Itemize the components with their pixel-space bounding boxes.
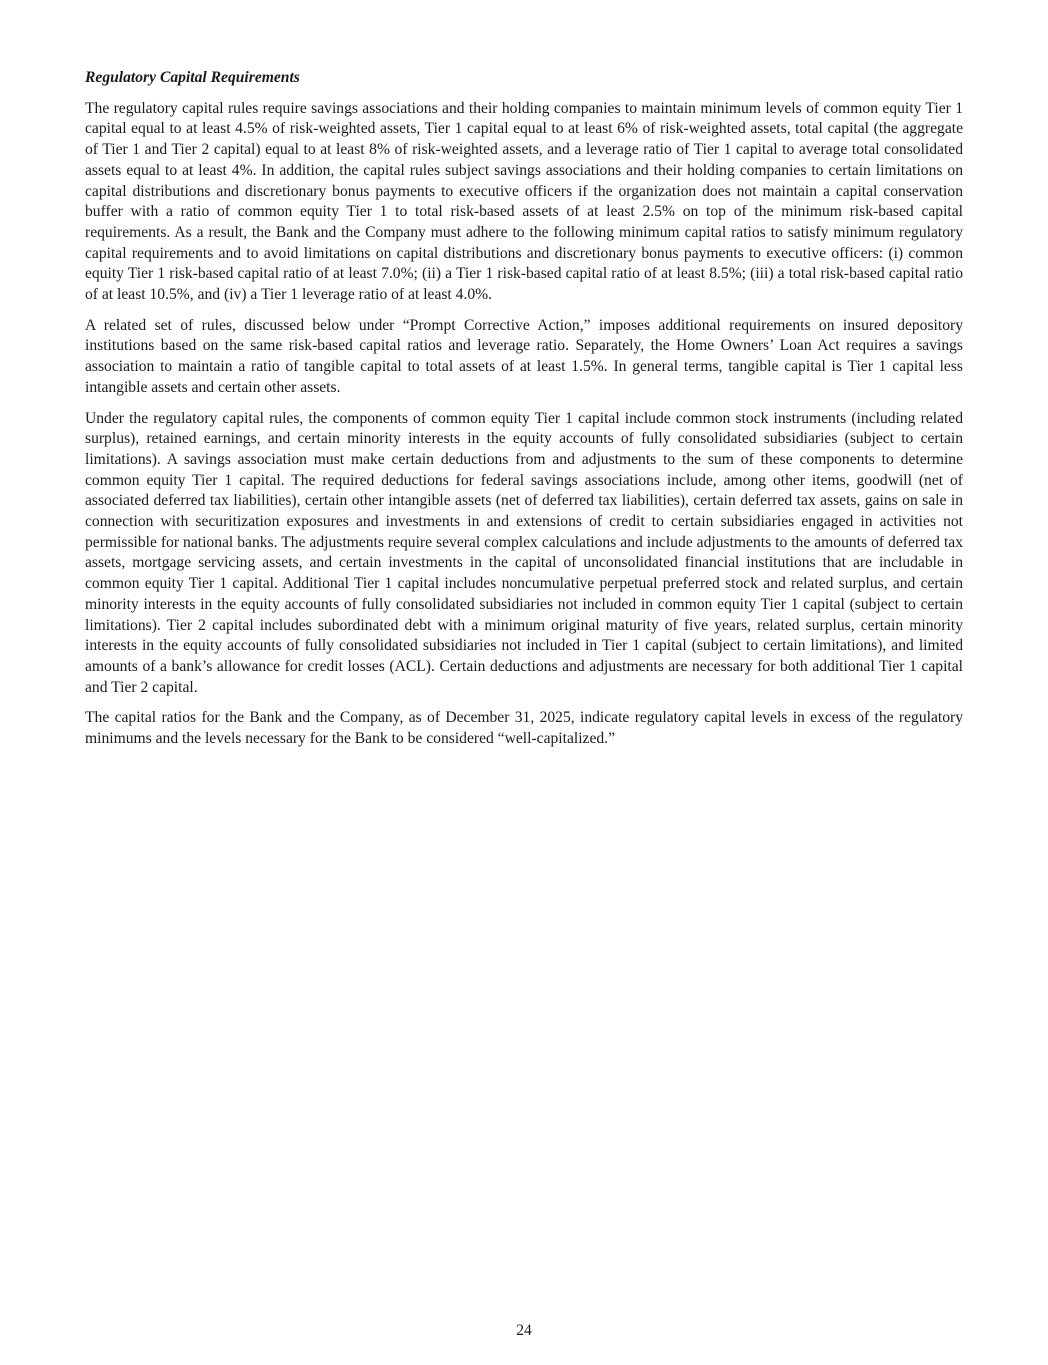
paragraph-capital-ratios-summary: The capital ratios for the Bank and the Company, as of December 31, 2025, indicate regulatory capital levels in excess of the regulatory minimums and the levels necessary for the Bank to be considered “well-capitalized.” <box>85 709 963 748</box>
page-number: 24 <box>516 1322 532 1339</box>
document-page <box>85 68 963 760</box>
paragraph-capital-components: Under the regulatory capital rules, the components of common equity Tier 1 capital include common stock instruments (including related surplus), retained earnings, and certain minority interests in the equity accounts of fully consolidated subsidiaries (subject to certain limitations). A savings association must make certain deductions from and adjustments to the sum of these components to determine common equity Tier 1 capital. The required deductions for federal savings associations include, among other items, goodwill (net of associated deferred tax liabilities), certain other intangible assets (net of deferred tax liabilities), certain deferred tax assets, gains on sale in connection with securitization exposures and investments in and extensions of credit to certain subsidiaries engaged in activities not permissible for national banks. The adjustments require several complex calculations and include adjustments to the amounts of deferred tax assets, mortgage servicing assets, and certain investments in the capital of unconsolidated financial institutions that are includable in common equity Tier 1 capital. Additional Tier 1 capital includes noncumulative perpetual preferred stock and related surplus, and certain minority interests in the equity accounts of fully consolidated subsidiaries not included in common equity Tier 1 capital (subject to certain limitations). Tier 2 capital includes subordinated debt with a minimum original maturity of five years, related surplus, certain minority interests in the equity accounts of fully consolidated subsidiaries not included in Tier 1 capital (subject to certain limitations), and limited amounts of a bank’s allowance for credit losses (ACL). Certain deductions and adjustments are necessary for both additional Tier 1 capital and Tier 2 capital. <box>85 409 963 696</box>
paragraph-capital-minimums: The regulatory capital rules require savings associations and their holding companies to maintain minimum levels of common equity Tier 1 capital equal to at least 4.5% of risk-weighted assets, Tier 1 capital equal to at least 6% of risk-weighted assets, total capital (the aggregate of Tier 1 and Tier 2 capital) equal to at least 8% of risk-weighted assets, and a leverage ratio of Tier 1 capital to average total consolidated assets equal to at least 4%. In addition, the capital rules subject savings associations and their holding companies to certain limitations on capital distributions and discretionary bonus payments to executive officers if the organization does not maintain a capital conservation buffer with a ratio of common equity Tier 1 to total risk-based assets of at least 2.5% on top of the minimum risk-based capital requirements. As a result, the Bank and the Company must adhere to the following minimum capital ratios to satisfy minimum regulatory capital requirements and to avoid limitations on capital distributions and discretionary bonus payments to executive officers: (i) common equity Tier 1 risk-based capital ratio of at least 7.0%; (ii) a Tier 1 risk-based capital ratio of at least 8.5%; (iii) a total risk-based capital ratio of at least 10.5%, and (iv) a Tier 1 leverage ratio of at least 4.0%. <box>85 99 963 304</box>
section-heading: Regulatory Capital Requirements <box>85 69 300 86</box>
paragraph-prompt-corrective-action: A related set of rules, discussed below under “Prompt Corrective Action,” imposes additional requirements on insured depository institutions based on the same risk-based capital ratios and leverage ratio. Separately, the Home Owners’ Loan Act requires a savings association to maintain a ratio of tangible capital to total assets of at least 1.5%. In general terms, tangible capital is Tier 1 capital less intangible assets and certain other assets. <box>85 316 963 396</box>
